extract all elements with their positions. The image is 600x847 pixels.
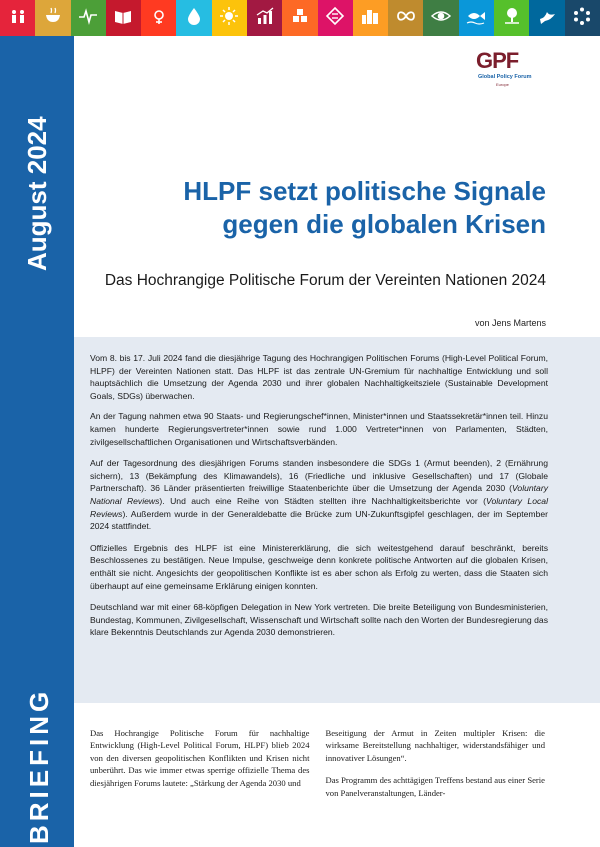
summary-italic-term: Voluntary Local Reviews <box>90 495 548 519</box>
people-icon <box>8 6 28 31</box>
body-text <box>90 727 545 809</box>
sdg-tile <box>71 0 106 36</box>
growth-chart-icon <box>255 6 275 31</box>
sdg-tile <box>35 0 70 36</box>
summary-box <box>74 337 600 703</box>
sdg-tile <box>282 0 317 36</box>
partnership-icon <box>572 6 592 31</box>
fish-icon <box>466 6 486 31</box>
gpf-logo <box>476 48 534 108</box>
summary-paragraph: Offizielles Ergebnis des HLPF ist eine Ministererklärung, die sich weitestgehend darauf beschränkt, bereits Beschlossenes zu bestätigen. Neue Impulse, geschweige denn konkrete politische Antworten auf die globalen Krisen, enthält sie nicht. Angesichts der geopolitischen Konflikte ist es aber schon als Erfolg zu werten, dass die Staaten sich überhaupt auf eine gemeinsame Erklärung einigen konnten. <box>90 542 548 591</box>
sidebar <box>0 36 74 847</box>
logo-subtitle: Global Policy Forum <box>478 74 532 80</box>
title-line-1: HLPF setzt politische Signale <box>183 176 546 206</box>
bowl-icon <box>43 6 63 31</box>
eye-earth-icon <box>431 6 451 31</box>
summary-italic-term: Voluntary National Reviews <box>90 483 548 506</box>
city-icon <box>360 6 380 31</box>
body-paragraph: Beseitigung der Armut in Zeiten multipler Krisen: die wirksame Bereitstellung nachhaltiger, widerstandsfähiger und innovativer Lösungen“. <box>325 728 545 763</box>
title-line-2: gegen die globalen Krisen <box>222 209 546 239</box>
cubes-icon <box>290 6 310 31</box>
page-subtitle: Das Hochrangige Politische Forum der Vereinten Nationen 2024 <box>104 272 546 289</box>
publication-type-label: BRIEFING <box>24 687 54 844</box>
page-title <box>106 175 546 241</box>
sdg-tile <box>529 0 564 36</box>
issue-date: August 2024 <box>22 116 52 271</box>
body-paragraph: Das Programm des achttägigen Treffens bestand aus einer Serie von Panelveranstaltungen, Länder- <box>325 775 545 798</box>
sdg-tile <box>494 0 529 36</box>
summary-text: ). Und auch eine Reihe von Städten stellten ihre Nachhaltigkeitsberichte vor ( <box>159 495 487 506</box>
summary-paragraph <box>90 457 548 533</box>
author-byline: von Jens Martens <box>474 318 546 328</box>
heartbeat-icon <box>78 6 98 31</box>
tree-icon <box>502 6 522 31</box>
infinity-icon <box>396 6 416 31</box>
summary-text: Auf der Tagesordnung des diesjährigen Forums standen insbesondere die SDGs 1 (Armut beenden), 2 (Ernährung sichern), 13 (Bekämpfung des Klimawandels), 16 (Friedliche und inklusive Gesellschaften) und 17 (Globale Partnerschaft). 36 Länder präsentierten freiwillige Staatenberichte über die Umsetzung der Agenda 2030 ( <box>90 458 548 494</box>
sdg-tile <box>459 0 494 36</box>
book-icon <box>113 6 133 31</box>
sdg-tile <box>176 0 211 36</box>
body-paragraph: Das Hochrangige Politische Forum für nachhaltige Entwicklung (High-Level Political Forum, HLPF) blieb 2024 von den diversen geopolitischen Konflikten und Krisen nicht unberührt. Das wie immer etwas sperrige offizielle Thema des diesjährigen Forums lautete: „Stärkung der Agenda 2030 und <box>90 728 310 788</box>
summary-paragraph: An der Tagung nahmen etwa 90 Staats- und Regierungschef*innen, Minister*innen und Staatssekretär*innen teil. Hinzu kamen hunderte Regierungsvertreter*innen sowie rund 1.000 Vertreter*innen von Parlamenten, Städten, zivilgesellschaftlichen Organisationen und Wirtschaftsverbänden. <box>90 411 548 447</box>
equality-icon <box>325 6 345 31</box>
logo-subtitle-2: Europe <box>496 82 509 87</box>
summary-paragraph: Vom 8. bis 17. Juli 2024 fand die diesjährige Tagung des Hochrangigen Politischen Forums (High-Level Political Forum, HLPF) der Vereinten Nationen statt. Das HLPF ist das zentrale UN-Gremium für nachhaltige Entwicklung und soll hauptsächlich die Umsetzung der Agenda 2030 und ihrer globalen Nachhaltigkeitsziele (Sustainable Development Goals, SDGs) überwachen. <box>90 353 548 401</box>
sdg-tile <box>106 0 141 36</box>
summary-paragraph: Deutschland war mit einer 68-köpfigen Delegation in New York vertreten. Die breite Beteiligung von Bundesministerien, Bundestag, Kommunen, Zivilgesellschaft, Wissenschaft und Wirtschaft sollte nach den Worten der Bundesregierung das klare Bekenntnis Deutschlands zur Agenda 2030 demonstrieren. <box>90 602 548 638</box>
sdg-tile <box>353 0 388 36</box>
sun-icon <box>219 6 239 31</box>
logo-text: GPF <box>476 48 519 73</box>
gender-icon <box>149 6 169 31</box>
water-drop-icon <box>184 6 204 31</box>
summary-text: ). Außerdem wurde in der Generaldebatte die Brücke zum UN-Zukunftsgipfel geschlagen, der im September 2024 stattfindet. <box>90 508 548 532</box>
body-column-left <box>90 727 310 809</box>
sdg-tile <box>565 0 600 36</box>
sdg-tile <box>141 0 176 36</box>
sdg-tile <box>212 0 247 36</box>
sdg-icon-bar <box>0 0 600 36</box>
sdg-tile <box>318 0 353 36</box>
dove-icon <box>537 6 557 31</box>
sdg-tile <box>423 0 458 36</box>
body-column-right <box>326 727 546 809</box>
sdg-tile <box>0 0 35 36</box>
sdg-tile <box>388 0 423 36</box>
sdg-tile <box>247 0 282 36</box>
